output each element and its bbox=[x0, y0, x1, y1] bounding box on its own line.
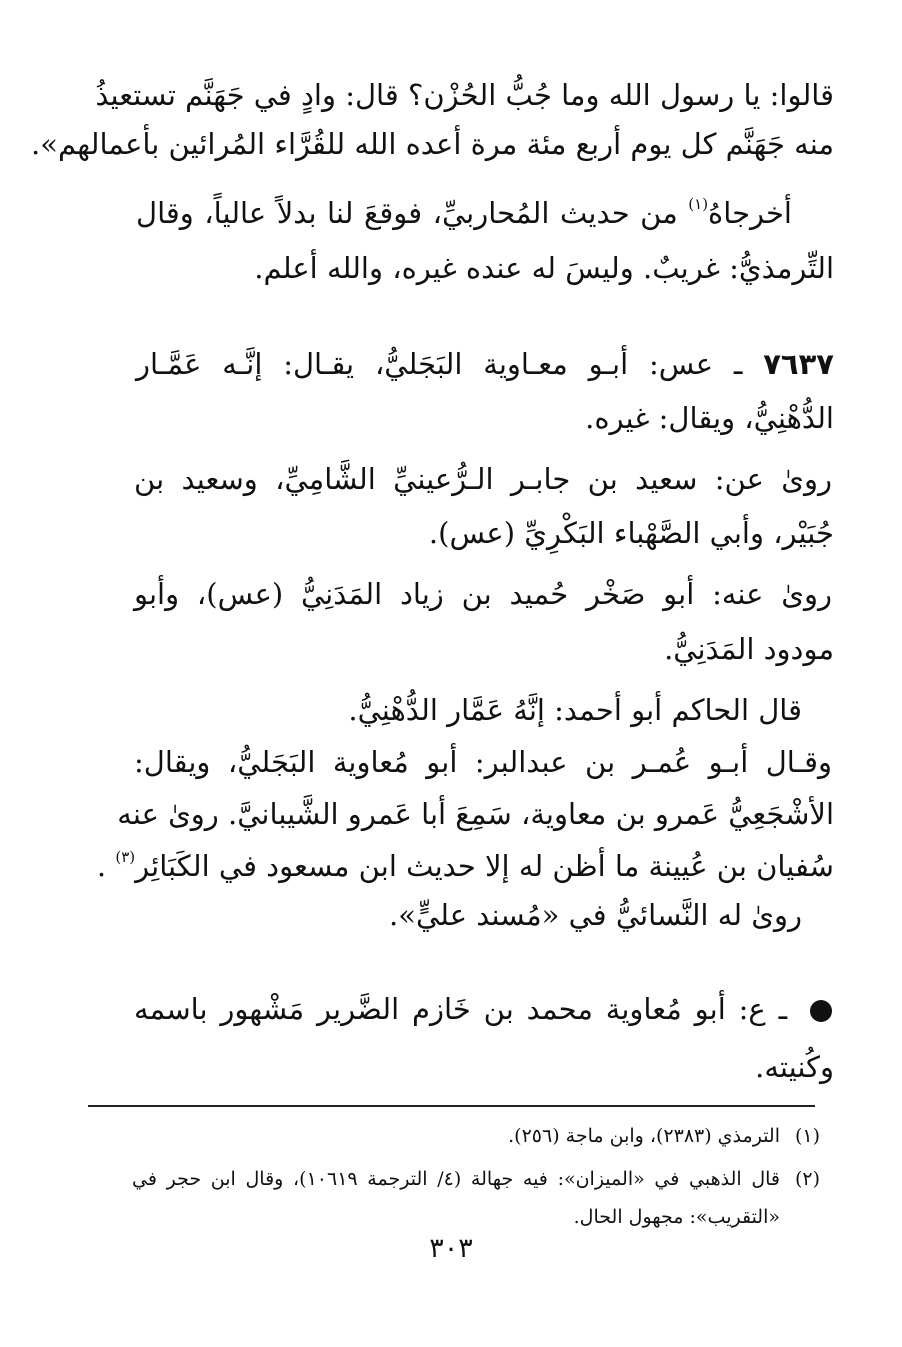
bullet-icon bbox=[810, 1000, 832, 1022]
footnote-2 bbox=[132, 1167, 820, 1192]
text-line: منه جَهَنَّم كل يوم أربع مئة مرة أعده الله للقُرَّاء المُرائين بأعمالهم». bbox=[31, 127, 834, 161]
footnote-reference: (٣) bbox=[115, 848, 136, 866]
text-line: وكُنيته. bbox=[755, 1050, 834, 1084]
text-fragment: أخرجاهُ bbox=[708, 196, 792, 230]
text-line: قالوا: يا رسول الله وما جُبُّ الحُزْن؟ قال: وادٍ في جَهَنَّم تستعيذُ bbox=[95, 78, 834, 112]
footnote-2-continued: «التقريب»: مجهول الحال. bbox=[573, 1206, 780, 1228]
text-line: روىٰ له النَّسائيُّ في «مُسند عليٍّ». bbox=[389, 898, 802, 932]
text-fragment: ـ ع: أبو مُعاوية محمد بن خَازم الضَّرير مَشْهور باسمه bbox=[134, 992, 800, 1026]
text-fragment: سُفيان بن عُيينة ما أظن له إلا حديث ابن مسعود في الكَبَائِر bbox=[135, 849, 834, 883]
text-line: وقـال أبـو عُمـر بن عبدالبر: أبو مُعاوية البَجَليُّ، ويقال: bbox=[134, 745, 832, 779]
footnote-number: (١) bbox=[794, 1125, 820, 1147]
footnote-text: الترمذي (٢٣٨٣)، وابن ماجة (٢٥٦). bbox=[508, 1125, 780, 1147]
text-line: مودود المَدَنِيُّ. bbox=[664, 632, 834, 666]
entry-heading-line bbox=[134, 992, 832, 1027]
footnote-number: (٢) bbox=[794, 1168, 821, 1190]
text-line bbox=[136, 195, 832, 231]
text-line: التِّرمذيُّ: غريبٌ. وليسَ له عنده غيره، والله أعلم. bbox=[254, 251, 834, 285]
footnote-reference: (١) bbox=[688, 195, 709, 213]
text-fragment: . bbox=[96, 849, 116, 883]
page-number: ٣٠٣ bbox=[429, 1233, 473, 1264]
text-line: جُبَيْر، وأبي الصَّهْباء البَكْرِيِّ (عس). bbox=[428, 516, 834, 550]
footnote-divider bbox=[88, 1105, 815, 1107]
text-line: الدُّهْنِيُّ، ويقال: غيره. bbox=[585, 401, 834, 435]
text-fragment: من حديث المُحاربيِّ، فوقعَ لنا بدلاً عالياً، وقال bbox=[136, 196, 689, 230]
text-line bbox=[97, 848, 834, 884]
entry-number: ٧٦٣٧ bbox=[763, 347, 834, 381]
text-fragment: ـ عس: أبـو معـاوية البَجَليُّ، يقـال: إنَّـه عَمَّـار bbox=[136, 347, 764, 381]
text-line: الأشْجَعِيُّ عَمرو بن معاوية، سَمِعَ أبا عَمرو الشَّيبانيَّ. روىٰ عنه bbox=[117, 797, 834, 831]
entry-heading-line bbox=[136, 347, 834, 382]
footnote-1 bbox=[132, 1124, 820, 1149]
footnote-text: قال الذهبي في «الميزان»: فيه جهالة (٤/ الترجمة ١٠٦١٩)، وقال ابن حجر في bbox=[132, 1168, 781, 1190]
text-line: قال الحاكم أبو أحمد: إنَّهُ عَمَّار الدُّهْنِيُّ. bbox=[348, 693, 802, 727]
text-line: روىٰ عن: سعيد بن جابـر الـرُّعينيِّ الشَّامِيِّ، وسعيد بن bbox=[134, 462, 832, 496]
text-line: روىٰ عنه: أبو صَخْر حُميد بن زياد المَدَنِيُّ (عس)، وأبو bbox=[134, 577, 832, 611]
